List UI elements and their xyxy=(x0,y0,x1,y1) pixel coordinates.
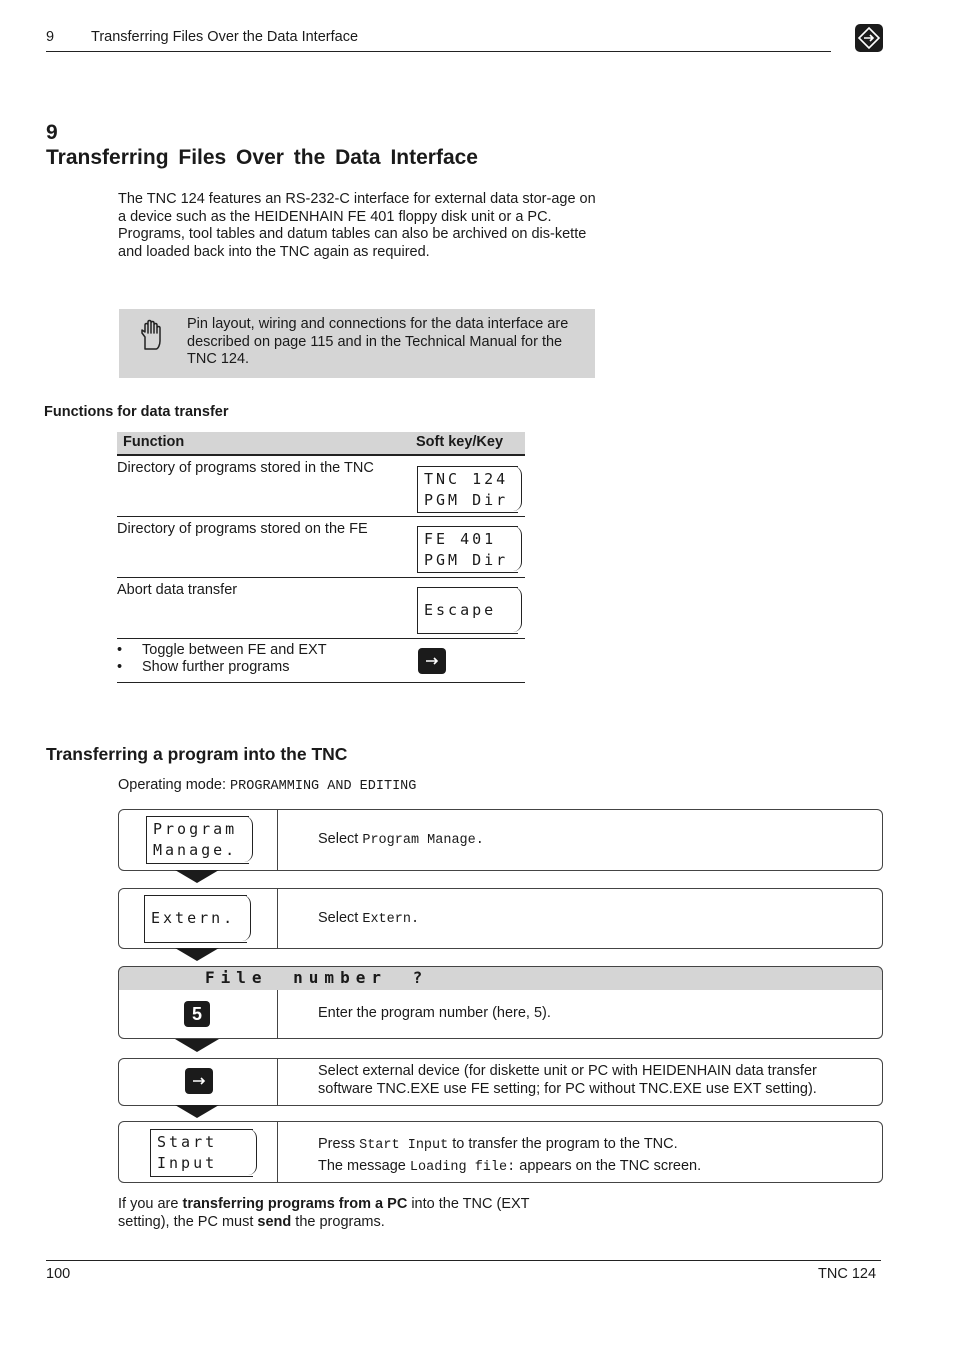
step-arrow-icon xyxy=(175,948,219,961)
table-row xyxy=(117,456,525,517)
desc-line-2 xyxy=(318,1156,701,1178)
arrow-right-icon xyxy=(185,1068,213,1094)
chapter-title: Transferring Files Over the Data Interface xyxy=(46,146,478,169)
number-key-5[interactable]: 5 xyxy=(184,1001,210,1027)
step-divider xyxy=(277,1122,278,1182)
desc-press: Press xyxy=(318,1136,356,1152)
step-description: Enter the program number (here, 5). xyxy=(318,1005,551,1021)
footer-model: TNC 124 xyxy=(818,1266,877,1282)
softkey-line-2: PGM Dir xyxy=(424,551,509,569)
arrow-right-icon xyxy=(418,648,446,674)
screen-prompt-bar xyxy=(118,966,883,992)
softkey-line-2: Input xyxy=(157,1154,218,1172)
softkey-line-1: TNC 124 xyxy=(424,470,509,488)
header-rule xyxy=(46,51,831,52)
step-enter-number xyxy=(118,990,883,1039)
step-start-input xyxy=(118,1121,883,1183)
desc-rest: to transfer the program to the TNC. xyxy=(452,1136,678,1152)
step-description xyxy=(318,909,419,929)
softkey-line-2: PGM Dir xyxy=(424,491,509,509)
step-description: Select external device (for diskette unit or PC with HEIDENHAIN data transfer software TNC.EXE use FE setting; for PC without TNC.EXE use EXT setting). xyxy=(318,1063,817,1097)
step-description xyxy=(318,830,484,850)
step-divider xyxy=(277,990,278,1038)
softkey-extern[interactable] xyxy=(144,895,247,943)
footer-rule xyxy=(46,1260,881,1261)
desc-code: Program Manage. xyxy=(362,833,484,848)
bullet-list xyxy=(117,642,327,676)
opmode-value: PROGRAMMING AND EDITING xyxy=(230,779,417,794)
operating-mode xyxy=(118,777,416,794)
softkey-line-2: Manage. xyxy=(153,841,238,859)
softkey-start-input[interactable] xyxy=(150,1129,253,1177)
footnote-text: the programs. xyxy=(295,1214,385,1230)
desc-rest: appears on the TNC screen. xyxy=(519,1158,702,1174)
header-chapter-number: 9 xyxy=(46,29,55,45)
softkey-line-1: FE 401 xyxy=(424,530,497,548)
diamond-arrow-icon xyxy=(855,24,883,52)
table-row xyxy=(117,578,525,639)
step-select-device xyxy=(118,1058,883,1106)
softkey-line-1: Program xyxy=(153,820,238,838)
functions-table xyxy=(117,432,525,683)
desc-message: The message xyxy=(318,1158,406,1174)
softkey-line-1: Extern. xyxy=(151,909,236,927)
footnote-bold: transferring programs from a PC xyxy=(182,1196,408,1212)
step-extern xyxy=(118,888,883,949)
intro-paragraph-1: The TNC 124 features an RS-232-C interface for external data stor-age on a device such as the HEIDENHAIN FE 401 floppy disk unit or a PC. xyxy=(118,191,596,225)
pointing-hand-icon xyxy=(137,319,167,353)
step-description xyxy=(318,1134,701,1178)
arrow-right-key[interactable] xyxy=(185,1068,213,1094)
desc-code: Extern. xyxy=(362,912,420,927)
column-header-key: Soft key/Key xyxy=(416,434,504,450)
step-divider xyxy=(277,889,278,948)
table-row xyxy=(117,517,525,578)
footnote xyxy=(118,1195,558,1231)
functions-heading: Functions for data transfer xyxy=(44,404,229,420)
softkey-tnc-pgm-dir[interactable] xyxy=(417,466,518,513)
softkey-line-1: Escape xyxy=(424,601,497,619)
softkey-fe-pgm-dir[interactable] xyxy=(417,526,518,573)
page-number: 100 xyxy=(46,1266,71,1282)
desc-prefix: Select xyxy=(318,831,359,847)
prompt-text: File number ? xyxy=(205,968,429,987)
desc-code: Start Input xyxy=(359,1138,449,1153)
column-header-function: Function xyxy=(123,434,185,450)
softkey-line-1: Start xyxy=(157,1133,218,1151)
step-arrow-icon xyxy=(175,870,219,883)
footnote-bold: send xyxy=(257,1214,292,1230)
table-header xyxy=(117,432,525,456)
intro-paragraph-2: Programs, tool tables and datum tables can also be archived on dis-kette and loaded back into the TNC again as required. xyxy=(118,226,587,260)
arrow-right-key[interactable] xyxy=(418,648,446,674)
row-function-text: Directory of programs stored on the FE xyxy=(117,521,368,537)
row-function-text: Abort data transfer xyxy=(117,582,238,598)
desc-line-1 xyxy=(318,1134,701,1156)
step-arrow-icon xyxy=(175,1105,219,1118)
step-divider xyxy=(277,1059,278,1105)
softkey-program-manage[interactable] xyxy=(146,816,249,864)
table-row xyxy=(117,639,525,683)
row-function-text: Directory of programs stored in the TNC xyxy=(117,460,374,476)
footnote-text: into the TNC (EXT setting), the PC must xyxy=(118,1196,530,1230)
step-program-manage xyxy=(118,809,883,871)
bullet-item: • Toggle between FE and EXT xyxy=(117,642,327,659)
opmode-label: Operating mode: xyxy=(118,777,227,793)
transfer-heading: Transferring a program into the TNC xyxy=(46,744,348,764)
step-arrow-icon xyxy=(175,1039,219,1052)
softkey-escape[interactable] xyxy=(417,587,518,634)
chapter-number: 9 xyxy=(46,121,58,144)
header-running-title: Transferring Files Over the Data Interface xyxy=(91,29,359,45)
note-box xyxy=(119,309,595,378)
step-divider xyxy=(277,810,278,870)
bullet-item: • Show further programs xyxy=(117,659,327,676)
desc-prefix: Select xyxy=(318,910,359,926)
note-text: Pin layout, wiring and connections for the data interface are described on page 115 and in the Technical Manual for the TNC 124. xyxy=(187,316,569,367)
intro-text xyxy=(118,191,598,261)
footnote-text: If you are xyxy=(118,1196,179,1212)
desc-code: Loading file: xyxy=(409,1160,516,1175)
